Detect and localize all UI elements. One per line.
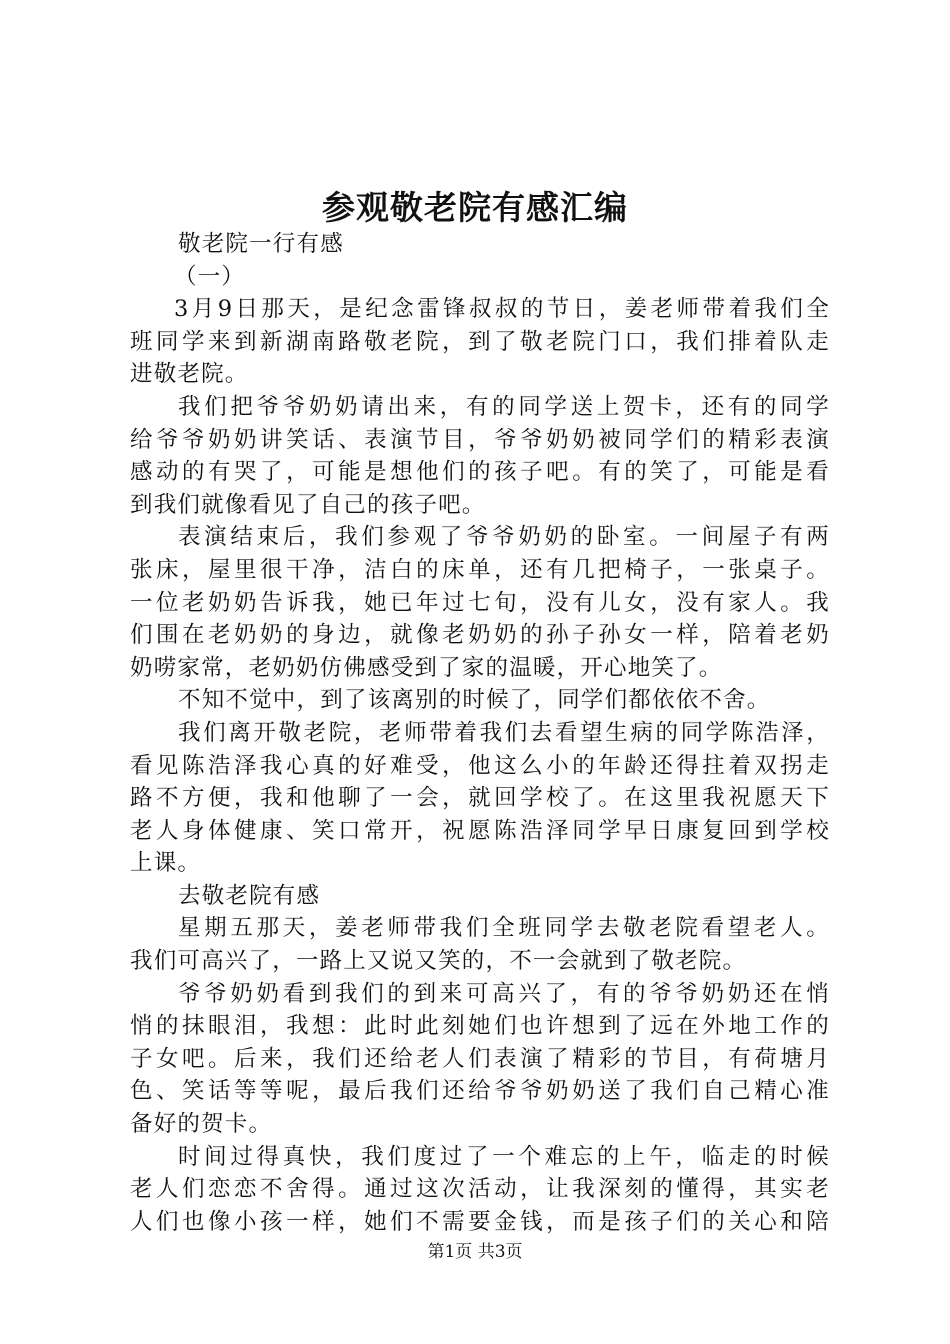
paragraph-line: 看见陈浩泽我心真的好难受，他这么小的年龄还得拄着双拐走: [130, 752, 830, 779]
document-body: [130, 208, 830, 1238]
paragraph-line: 上课。: [130, 850, 202, 877]
paragraph-line: 色、笑话等等呢，最后我们还给爷爷奶奶送了我们自己精心准: [130, 1078, 830, 1105]
paragraph-line: 3月9日那天，是纪念雷锋叔叔的节日，姜老师带着我们全: [174, 296, 830, 323]
paragraph-line: 不知不觉中，到了该离别的时候了，同学们都依依不舍。: [178, 687, 771, 714]
paragraph-line: 老人们恋恋不舍得。通过这次活动，让我深刻的懂得，其实老: [130, 1176, 830, 1203]
paragraph-line: 爷爷奶奶看到我们的到来可高兴了，有的爷爷奶奶还在悄: [178, 980, 830, 1007]
paragraph-line: 进敬老院。: [130, 361, 249, 388]
paragraph-line: 星期五那天，姜老师带我们全班同学去敬老院看望老人。: [178, 915, 830, 942]
paragraph-line: 我们可高兴了，一路上又说又笑的，不一会就到了敬老院。: [130, 948, 747, 975]
section-heading: 去敬老院有感: [178, 882, 321, 909]
paragraph-line: 们围在老奶奶的身边，就像老奶奶的孙子孙女一样，陪着老奶: [130, 622, 830, 649]
title-spacer: [130, 208, 830, 228]
paragraph-line: 人们也像小孩一样，她们不需要金钱，而是孩子们的关心和陪: [130, 1208, 830, 1235]
document-title: 参观敬老院有感汇编: [322, 188, 628, 227]
section-heading: 敬老院一行有感: [178, 231, 344, 257]
paragraph-line: 悄的抹眼泪，我想：此时此刻她们也许想到了远在外地工作的: [130, 1013, 830, 1040]
paragraph-line: 表演结束后，我们参观了爷爷奶奶的卧室。一间屋子有两: [178, 524, 830, 551]
paragraph-line: 一位老奶奶告诉我，她已年过七旬，没有儿女，没有家人。我: [130, 589, 830, 616]
page-footer: 第1页 共3页: [427, 1242, 523, 1262]
paragraph-line: 时间过得真快，我们度过了一个难忘的上午，临走的时候: [178, 1143, 830, 1170]
paragraph-line: 我们把爷爷奶奶请出来，有的同学送上贺卡，还有的同学: [178, 393, 830, 420]
paragraph-line: 到我们就像看见了自己的孩子吧。: [130, 491, 486, 518]
paragraph-line: 班同学来到新湖南路敬老院，到了敬老院门口，我们排着队走: [130, 328, 830, 355]
section-number: （一）: [174, 263, 246, 290]
paragraph-line: 奶唠家常，老奶奶仿佛感受到了家的温暖，开心地笑了。: [130, 654, 723, 681]
paragraph-line: 备好的贺卡。: [130, 1111, 273, 1138]
paragraph-line: 我们离开敬老院，老师带着我们去看望生病的同学陈浩泽，: [178, 719, 830, 746]
paragraph-line: 路不方便，我和他聊了一会，就回学校了。在这里我祝愿天下: [130, 785, 830, 812]
paragraph-line: 感动的有哭了，可能是想他们的孩子吧。有的笑了，可能是看: [130, 459, 830, 486]
paragraph-line: 老人身体健康、笑口常开，祝愿陈浩泽同学早日康复回到学校: [130, 817, 830, 844]
paragraph-line: 子女吧。后来，我们还给老人们表演了精彩的节目，有荷塘月: [130, 1045, 830, 1072]
paragraph-line: 给爷爷奶奶讲笑话、表演节目，爷爷奶奶被同学们的精彩表演: [130, 426, 830, 453]
paragraph-line: 张床，屋里很干净，洁白的床单，还有几把椅子，一张桌子。: [130, 556, 830, 583]
